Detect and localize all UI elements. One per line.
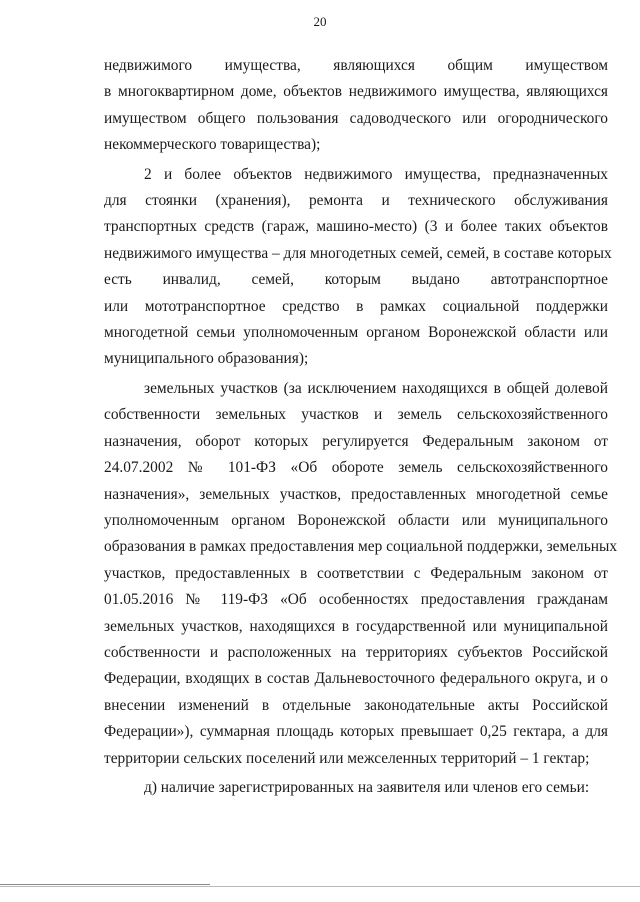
text-line: многодетной семьи уполномоченным органом Воронежской области или [104,324,608,342]
text-line: внесении изменений в отдельные законодательные акты Российской [104,696,608,714]
text-line: территории сельских поселений или межселенных территорий – 1 гектар; [104,749,590,767]
text-line: муниципального образования); [104,350,309,368]
text-line: 24.07.2002 № 101-ФЗ «Об обороте земель сельскохозяйственного [104,459,608,477]
text-line: образования в рамках предоставления мер социальной поддержки, земельных [104,538,618,556]
text-line: для стоянки (хранения), ремонта и технического обслуживания [104,192,608,210]
text-line: назначения», земельных участков, предоставленных многодетной семье [104,485,608,503]
scan-edge-line [0,884,210,885]
paragraph-land-plots [104,376,618,772]
text-line: в многоквартирном доме, объектов недвижимого имущества, являющихся [104,83,608,101]
text-line: уполномоченным органом Воронежской области или муниципального [104,511,608,529]
text-line: есть инвалид, семей, которым выдано автотранспортное [104,271,608,289]
page-bottom-edge [0,886,640,887]
paragraph-item-d [104,775,608,801]
text-line: недвижимого имущества, являющихся общим имуществом [104,57,608,74]
text-line: собственности земельных участков и земель сельскохозяйственного [104,406,608,424]
text-line: или мототранспортное средство в рамках социальной поддержки [104,297,608,315]
paragraph-continued [104,53,608,159]
text-line: 2 и более объектов недвижимого имущества, предназначенных [144,165,608,183]
text-line: некоммерческого товарищества); [104,136,321,154]
paragraph-parking-objects [104,162,612,373]
text-line: д) наличие зарегистрированных на заявителя или членов его семьи: [144,778,590,796]
text-line: земельных участков, находящихся в государственной или муниципальной [104,617,608,635]
text-line: собственности и расположенных на территориях субъектов Российской [104,643,608,661]
text-line: назначения, оборот которых регулируется Федеральным законом от [104,432,608,450]
text-line: Федерации, входящих в состав Дальневосточного федерального округа, и о [104,670,608,688]
text-line: транспортных средств (гараж, машино-место) (3 и более таких объектов [104,218,608,236]
text-line: земельных участков (за исключением находящихся в общей долевой [144,379,608,397]
text-line: 01.05.2016 № 119-ФЗ «Об особенностях предоставления гражданам [104,591,608,609]
text-line: недвижимого имущества – для многодетных семей, семей, в составе которых [104,244,612,262]
document-body [104,53,618,801]
text-line: Федерации»), суммарная площадь которых превышает 0,25 гектара, а для [104,723,608,741]
text-line: имуществом общего пользования садоводческого или огороднического [104,109,608,127]
page-number: 20 [313,14,327,29]
text-line: участков, предоставленных в соответствии с Федеральным законом от [104,564,608,582]
